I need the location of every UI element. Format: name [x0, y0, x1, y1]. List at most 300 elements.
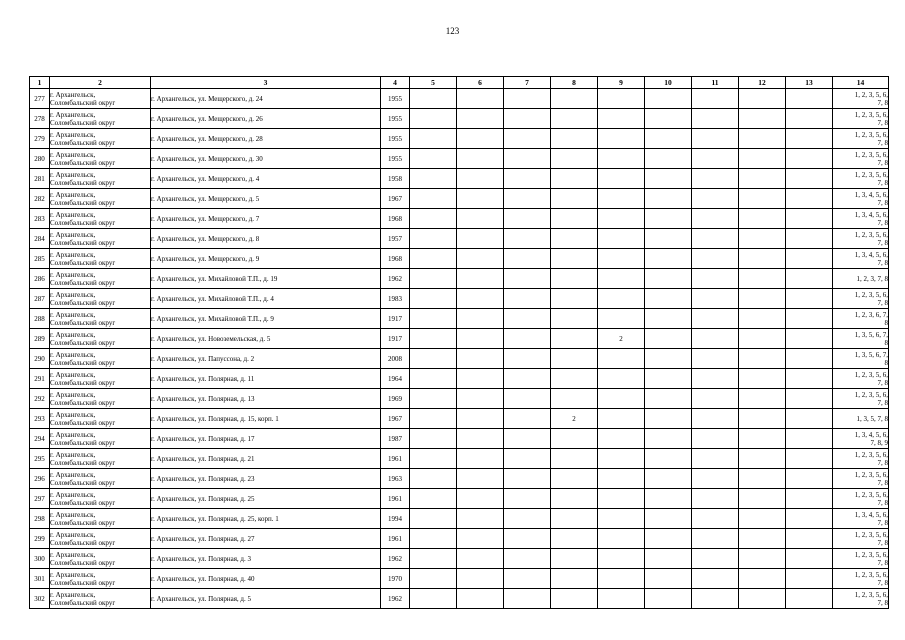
col9-cell: [598, 529, 645, 549]
column-header-3: 3: [151, 77, 381, 89]
codes-line-1: 1, 2, 3, 5, 6,: [854, 470, 888, 479]
col12-cell: [739, 149, 786, 169]
col8-cell: [551, 129, 598, 149]
row-number-cell: 296: [30, 469, 50, 489]
col11-cell: [692, 589, 739, 609]
col7-cell: [504, 249, 551, 269]
table-row: [30, 129, 889, 149]
table-row: [30, 509, 889, 529]
col12-cell: [739, 189, 786, 209]
codes-line-1: 1, 2, 3, 5, 6,: [854, 370, 888, 379]
col12-cell: [739, 389, 786, 409]
col11-cell: [692, 329, 739, 349]
location-cell: [50, 449, 151, 469]
col9-cell: [598, 449, 645, 469]
column-header-11: 11: [692, 77, 739, 89]
col10-cell: [645, 569, 692, 589]
location-cell: [50, 529, 151, 549]
col13-cell: [786, 129, 833, 149]
row-number-cell: 285: [30, 249, 50, 269]
col13-cell: [786, 89, 833, 109]
address-cell: г. Архангельск, ул. Михайловой Т.П., д. 19: [151, 269, 381, 289]
col7-cell: [504, 389, 551, 409]
location-city: г. Архангельск,: [50, 90, 96, 99]
col7-cell: [504, 589, 551, 609]
year-cell: 1969: [381, 389, 410, 409]
location-city: г. Архангельск,: [50, 290, 96, 299]
column-header-8: 8: [551, 77, 598, 89]
year-cell: 1957: [381, 229, 410, 249]
codes-line-1: 1, 3, 5, 7, 8: [856, 414, 888, 423]
table-row: [30, 349, 889, 369]
col11-cell: [692, 169, 739, 189]
col5-cell: [410, 309, 457, 329]
col11-cell: [692, 309, 739, 329]
address-cell: г. Архангельск, ул. Мещерского, д. 8: [151, 229, 381, 249]
location-cell: [50, 289, 151, 309]
row-number-cell: 280: [30, 149, 50, 169]
col8-cell: [551, 469, 598, 489]
codes-line-2: 7, 8, 9: [870, 438, 888, 447]
location-city: г. Архангельск,: [50, 190, 96, 199]
col6-cell: [457, 529, 504, 549]
location-cell: [50, 89, 151, 109]
col8-cell: [551, 449, 598, 469]
year-cell: 1961: [381, 489, 410, 509]
col9-cell: [598, 189, 645, 209]
col6-cell: [457, 289, 504, 309]
row-number-cell: 290: [30, 349, 50, 369]
year-cell: 1955: [381, 149, 410, 169]
codes-line-2: 7, 8: [877, 178, 888, 187]
col9-cell: [598, 209, 645, 229]
col13-cell: [786, 329, 833, 349]
col8-cell: [551, 189, 598, 209]
year-cell: 1967: [381, 409, 410, 429]
col5-cell: [410, 89, 457, 109]
location-district: Соломбальский округ: [50, 598, 116, 607]
column-header-14: 14: [833, 77, 889, 89]
codes-cell: [833, 149, 889, 169]
year-cell: 1917: [381, 329, 410, 349]
col11-cell: [692, 109, 739, 129]
col7-cell: [504, 149, 551, 169]
col10-cell: [645, 289, 692, 309]
codes-line-2: 7, 8: [877, 478, 888, 487]
col10-cell: [645, 509, 692, 529]
col11-cell: [692, 509, 739, 529]
codes-line-2: 7, 8: [877, 298, 888, 307]
codes-cell: [833, 329, 889, 349]
location-district: Соломбальский округ: [50, 238, 116, 247]
col11-cell: [692, 269, 739, 289]
col11-cell: [692, 289, 739, 309]
page-number: 123: [445, 26, 460, 36]
col10-cell: [645, 429, 692, 449]
location-city: г. Архангельск,: [50, 130, 96, 139]
year-cell: 1962: [381, 589, 410, 609]
table-row: [30, 469, 889, 489]
col13-cell: [786, 289, 833, 309]
col9-cell: [598, 429, 645, 449]
col7-cell: [504, 189, 551, 209]
col13-cell: [786, 169, 833, 189]
codes-line-1: 1, 2, 3, 5, 6,: [854, 90, 888, 99]
row-number-cell: 288: [30, 309, 50, 329]
location-district: Соломбальский округ: [50, 298, 116, 307]
row-number-cell: 301: [30, 569, 50, 589]
col11-cell: [692, 389, 739, 409]
location-district: Соломбальский округ: [50, 278, 116, 287]
col10-cell: [645, 129, 692, 149]
codes-line-1: 1, 2, 3, 5, 6,: [854, 130, 888, 139]
row-number-cell: 300: [30, 549, 50, 569]
col9-cell: [598, 489, 645, 509]
location-district: Соломбальский округ: [50, 538, 116, 547]
col13-cell: [786, 409, 833, 429]
row-number-cell: 283: [30, 209, 50, 229]
col6-cell: [457, 349, 504, 369]
col5-cell: [410, 369, 457, 389]
table-row: [30, 449, 889, 469]
col10-cell: [645, 529, 692, 549]
col7-cell: [504, 489, 551, 509]
table-row: [30, 389, 889, 409]
codes-line-1: 1, 2, 3, 5, 6,: [854, 550, 888, 559]
col13-cell: [786, 349, 833, 369]
row-number-cell: 289: [30, 329, 50, 349]
row-number-cell: 297: [30, 489, 50, 509]
address-cell: г. Архангельск, ул. Полярная, д. 21: [151, 449, 381, 469]
location-city: г. Архангельск,: [50, 510, 96, 519]
col8-cell: [551, 309, 598, 329]
location-city: г. Архангельск,: [50, 110, 96, 119]
col7-cell: [504, 269, 551, 289]
row-number-cell: 302: [30, 589, 50, 609]
col13-cell: [786, 109, 833, 129]
col13-cell: [786, 189, 833, 209]
address-cell: г. Архангельск, ул. Мещерского, д. 5: [151, 189, 381, 209]
address-cell: г. Архангельск, ул. Михайловой Т.П., д. 9: [151, 309, 381, 329]
codes-cell: [833, 529, 889, 549]
year-cell: 1994: [381, 509, 410, 529]
col6-cell: [457, 409, 504, 429]
col7-cell: [504, 209, 551, 229]
col9-cell: [598, 589, 645, 609]
address-cell: г. Архангельск, ул. Полярная, д. 23: [151, 469, 381, 489]
col11-cell: [692, 429, 739, 449]
col10-cell: [645, 229, 692, 249]
col5-cell: [410, 589, 457, 609]
address-cell: г. Архангельск, ул. Полярная, д. 40: [151, 569, 381, 589]
year-cell: 1967: [381, 189, 410, 209]
col13-cell: [786, 249, 833, 269]
codes-line-2: 8: [884, 318, 888, 327]
table-body: [30, 89, 889, 609]
col5-cell: [410, 249, 457, 269]
col12-cell: [739, 529, 786, 549]
col6-cell: [457, 389, 504, 409]
col7-cell: [504, 229, 551, 249]
column-header-4: 4: [381, 77, 410, 89]
location-district: Соломбальский округ: [50, 98, 116, 107]
col7-cell: [504, 469, 551, 489]
table-row: [30, 89, 889, 109]
col8-cell: [551, 229, 598, 249]
location-city: г. Архангельск,: [50, 450, 96, 459]
row-number-cell: 298: [30, 509, 50, 529]
row-number-cell: 287: [30, 289, 50, 309]
col6-cell: [457, 189, 504, 209]
table-row: [30, 149, 889, 169]
col10-cell: [645, 449, 692, 469]
col7-cell: [504, 169, 551, 189]
location-cell: [50, 209, 151, 229]
codes-cell: [833, 509, 889, 529]
location-cell: [50, 169, 151, 189]
codes-line-2: 7, 8: [877, 98, 888, 107]
address-cell: г. Архангельск, ул. Мещерского, д. 30: [151, 149, 381, 169]
col13-cell: [786, 489, 833, 509]
col8-cell: [551, 569, 598, 589]
col7-cell: [504, 429, 551, 449]
col13-cell: [786, 469, 833, 489]
col11-cell: [692, 129, 739, 149]
col10-cell: [645, 249, 692, 269]
col10-cell: [645, 589, 692, 609]
codes-cell: [833, 89, 889, 109]
year-cell: 2008: [381, 349, 410, 369]
col8-cell: [551, 489, 598, 509]
col8-cell: [551, 329, 598, 349]
table-row: [30, 569, 889, 589]
col9-cell: [598, 309, 645, 329]
col8-cell: 2: [551, 409, 598, 429]
codes-line-1: 1, 3, 5, 6, 7,: [854, 330, 888, 339]
table-row: [30, 289, 889, 309]
location-city: г. Архангельск,: [50, 370, 96, 379]
col7-cell: [504, 369, 551, 389]
row-number-cell: 291: [30, 369, 50, 389]
location-city: г. Архангельск,: [50, 170, 96, 179]
col12-cell: [739, 349, 786, 369]
col5-cell: [410, 209, 457, 229]
col7-cell: [504, 509, 551, 529]
location-cell: [50, 349, 151, 369]
codes-line-1: 1, 2, 3, 5, 6,: [854, 170, 888, 179]
register-table: [29, 76, 889, 609]
table-row: [30, 369, 889, 389]
table-row: [30, 549, 889, 569]
codes-line-2: 7, 8: [877, 198, 888, 207]
col11-cell: [692, 149, 739, 169]
col11-cell: [692, 569, 739, 589]
table-row: [30, 529, 889, 549]
year-cell: 1963: [381, 469, 410, 489]
col13-cell: [786, 369, 833, 389]
location-district: Соломбальский округ: [50, 458, 116, 467]
codes-cell: [833, 469, 889, 489]
codes-cell: [833, 169, 889, 189]
location-district: Соломбальский округ: [50, 478, 116, 487]
codes-line-1: 1, 3, 5, 6, 7,: [854, 350, 888, 359]
row-number-cell: 293: [30, 409, 50, 429]
col10-cell: [645, 389, 692, 409]
row-number-cell: 292: [30, 389, 50, 409]
col8-cell: [551, 369, 598, 389]
col6-cell: [457, 509, 504, 529]
col5-cell: [410, 109, 457, 129]
col10-cell: [645, 149, 692, 169]
codes-line-1: 1, 2, 3, 5, 6,: [854, 230, 888, 239]
col9-cell: [598, 269, 645, 289]
col13-cell: [786, 549, 833, 569]
col12-cell: [739, 89, 786, 109]
col12-cell: [739, 449, 786, 469]
col12-cell: [739, 429, 786, 449]
col11-cell: [692, 89, 739, 109]
codes-line-1: 1, 2, 3, 5, 6,: [854, 570, 888, 579]
location-cell: [50, 369, 151, 389]
location-cell: [50, 129, 151, 149]
col5-cell: [410, 449, 457, 469]
col5-cell: [410, 349, 457, 369]
location-cell: [50, 189, 151, 209]
address-cell: г. Архангельск, ул. Полярная, д. 13: [151, 389, 381, 409]
year-cell: 1955: [381, 89, 410, 109]
location-district: Соломбальский округ: [50, 378, 116, 387]
codes-line-1: 1, 2, 3, 5, 6,: [854, 150, 888, 159]
codes-cell: [833, 549, 889, 569]
address-cell: г. Архангельск, ул. Полярная, д. 17: [151, 429, 381, 449]
col9-cell: [598, 229, 645, 249]
address-cell: г. Архангельск, ул. Новоземельская, д. 5: [151, 329, 381, 349]
location-cell: [50, 229, 151, 249]
address-cell: г. Архангельск, ул. Полярная, д. 27: [151, 529, 381, 549]
codes-line-2: 7, 8: [877, 598, 888, 607]
col11-cell: [692, 489, 739, 509]
codes-cell: [833, 249, 889, 269]
year-cell: 1964: [381, 369, 410, 389]
col12-cell: [739, 329, 786, 349]
codes-cell: [833, 289, 889, 309]
column-header-1: 1: [30, 77, 50, 89]
year-cell: 1961: [381, 529, 410, 549]
col9-cell: [598, 109, 645, 129]
col10-cell: [645, 549, 692, 569]
year-cell: 1968: [381, 249, 410, 269]
col6-cell: [457, 569, 504, 589]
codes-line-1: 1, 2, 3, 7, 8: [856, 274, 888, 283]
table-row: [30, 309, 889, 329]
col13-cell: [786, 529, 833, 549]
location-district: Соломбальский округ: [50, 258, 116, 267]
table-row: [30, 249, 889, 269]
location-city: г. Архангельск,: [50, 470, 96, 479]
col11-cell: [692, 349, 739, 369]
col13-cell: [786, 389, 833, 409]
codes-line-1: 1, 3, 4, 5, 6,: [854, 250, 888, 259]
codes-line-1: 1, 2, 3, 5, 6,: [854, 110, 888, 119]
table-row: [30, 209, 889, 229]
year-cell: 1958: [381, 169, 410, 189]
location-district: Соломбальский округ: [50, 418, 116, 427]
column-header-5: 5: [410, 77, 457, 89]
location-district: Соломбальский округ: [50, 118, 116, 127]
location-city: г. Архангельск,: [50, 430, 96, 439]
location-city: г. Архангельск,: [50, 310, 96, 319]
col6-cell: [457, 269, 504, 289]
col12-cell: [739, 369, 786, 389]
codes-line-2: 7, 8: [877, 578, 888, 587]
col9-cell: [598, 249, 645, 269]
location-cell: [50, 409, 151, 429]
col11-cell: [692, 369, 739, 389]
col10-cell: [645, 189, 692, 209]
location-cell: [50, 429, 151, 449]
codes-line-1: 1, 3, 4, 5, 6,: [854, 510, 888, 519]
codes-line-1: 1, 2, 3, 5, 6,: [854, 450, 888, 459]
codes-cell: [833, 109, 889, 129]
year-cell: 1983: [381, 289, 410, 309]
row-number-cell: 295: [30, 449, 50, 469]
col9-cell: [598, 469, 645, 489]
table-row: [30, 189, 889, 209]
col11-cell: [692, 209, 739, 229]
col12-cell: [739, 589, 786, 609]
col13-cell: [786, 429, 833, 449]
codes-line-2: 7, 8: [877, 538, 888, 547]
codes-line-2: 8: [884, 338, 888, 347]
col12-cell: [739, 569, 786, 589]
table-row: [30, 229, 889, 249]
location-district: Соломбальский округ: [50, 438, 116, 447]
col5-cell: [410, 229, 457, 249]
col9-cell: [598, 409, 645, 429]
year-cell: 1962: [381, 269, 410, 289]
col10-cell: [645, 489, 692, 509]
col11-cell: [692, 469, 739, 489]
col8-cell: [551, 289, 598, 309]
col10-cell: [645, 329, 692, 349]
address-cell: г. Архангельск, ул. Папуссона, д. 2: [151, 349, 381, 369]
codes-cell: [833, 569, 889, 589]
col9-cell: [598, 509, 645, 529]
col9-cell: [598, 369, 645, 389]
col10-cell: [645, 469, 692, 489]
location-city: г. Архангельск,: [50, 550, 96, 559]
codes-cell: [833, 369, 889, 389]
location-district: Соломбальский округ: [50, 318, 116, 327]
codes-line-2: 7, 8: [877, 518, 888, 527]
codes-line-2: 7, 8: [877, 458, 888, 467]
col11-cell: [692, 549, 739, 569]
location-cell: [50, 589, 151, 609]
codes-cell: [833, 129, 889, 149]
col6-cell: [457, 549, 504, 569]
year-cell: 1917: [381, 309, 410, 329]
location-city: г. Архангельск,: [50, 210, 96, 219]
codes-line-1: 1, 2, 3, 5, 6,: [854, 590, 888, 599]
col11-cell: [692, 229, 739, 249]
location-district: Соломбальский округ: [50, 198, 116, 207]
location-cell: [50, 509, 151, 529]
address-cell: г. Архангельск, ул. Михайловой Т.П., д. 4: [151, 289, 381, 309]
col6-cell: [457, 89, 504, 109]
location-city: г. Архангельск,: [50, 150, 96, 159]
codes-line-2: 7, 8: [877, 218, 888, 227]
year-cell: 1970: [381, 569, 410, 589]
